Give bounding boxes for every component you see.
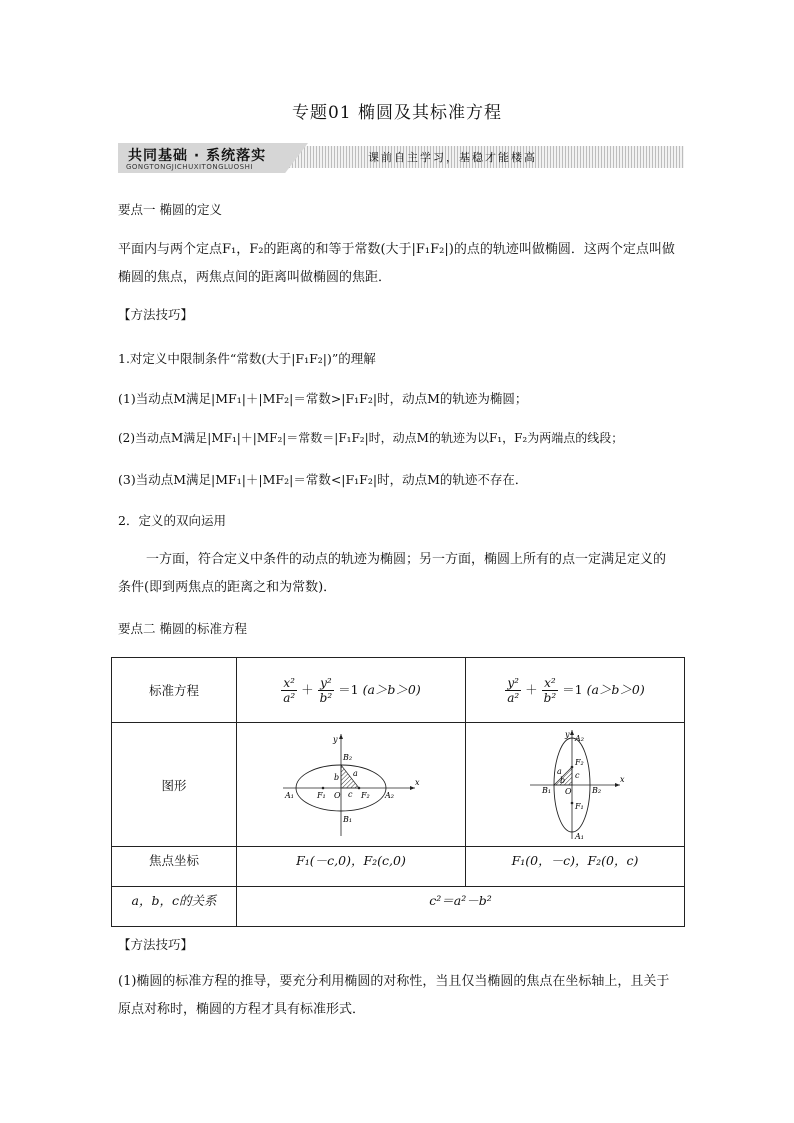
foci-horizontal: F₁(－c,0)，F₂(c,0) [237, 847, 466, 887]
fig1-origin: O [334, 790, 341, 800]
fig1-a: a [353, 768, 358, 778]
fig2-B2: B₂ [592, 785, 602, 795]
method2-paragraph: (1)椭圆的标准方程的推导，要充分利用椭圆的对称性，当且仅当椭圆的焦点在坐标轴上，且关于原点对称时，椭圆的方程才具有标准形式． [118, 974, 670, 1017]
ellipse-horizontal-figure [281, 730, 421, 840]
table-row [112, 887, 685, 927]
fig1-c: c [348, 789, 353, 799]
fig1-b: b [334, 772, 340, 782]
section2-heading: 要点二 椭圆的标准方程 [118, 621, 247, 636]
section-banner [118, 143, 684, 173]
fig1-y-label: y [333, 734, 338, 744]
fig1-A1: A₁ [285, 790, 294, 800]
fig2-F1: F₁ [575, 801, 584, 811]
method1-item2: 2．定义的双向运用 [118, 513, 226, 528]
figure-vertical-cell [466, 723, 685, 847]
banner-sub-text: GONGTONGJICHUXITONGLUOSHI [126, 163, 253, 171]
fig2-A1: A₁ [575, 831, 584, 841]
row-label: 标准方程 [112, 658, 237, 723]
fig1-F2: F₂ [361, 790, 370, 800]
page-title: 专题01 椭圆及其标准方程 [291, 103, 503, 123]
equation-horizontal: $\frac{\text{x²}}{\text{a²}}$ ＋ $\frac{\text{y²}}{\text{b²}}$ ＝1 (a＞b＞0) [237, 658, 466, 723]
fig2-x-label: x [620, 774, 625, 784]
banner-main-text: 共同基础 · 系统落实 [128, 148, 267, 164]
fig2-A2: A₂ [575, 733, 584, 743]
table-row [112, 723, 685, 847]
method1-line1: (1)当动点M满足|MF₁|＋|MF₂|＝常数>|F₁F₂|时，动点M的轨迹为椭圆； [118, 391, 528, 406]
ellipse-vertical-figure [520, 727, 630, 843]
standard-equation-table [111, 657, 685, 927]
row-label: 图形 [112, 723, 237, 847]
section1-heading: 要点一 椭圆的定义 [118, 202, 222, 217]
fig2-origin: O [565, 786, 572, 796]
fig2-b: b [560, 775, 566, 785]
method1-paragraph2: 一方面，符合定义中条件的动点的轨迹为椭圆；另一方面，椭圆上所有的点一定满足定义的条件(即到两焦点的距离之和为常数)． [118, 552, 667, 595]
figure-horizontal-cell [237, 723, 466, 847]
method1-heading: 【方法技巧】 [118, 307, 194, 322]
fig2-c: c [575, 770, 580, 780]
method1-item1: 1.对定义中限制条件“常数(大于|F₁F₂|)”的理解 [118, 351, 376, 366]
table-row [112, 847, 685, 887]
fig1-A2: A₂ [385, 790, 394, 800]
fig1-B1: B₁ [343, 814, 353, 824]
table-row [112, 658, 685, 723]
equation-vertical: $\frac{\text{y²}}{\text{a²}}$ ＋ $\frac{\text{x²}}{\text{b²}}$ ＝1 (a＞b＞0) [466, 658, 685, 723]
fig1-B2: B₂ [343, 752, 353, 762]
fig2-a: a [557, 766, 562, 776]
fig2-y-label: y [565, 729, 570, 739]
fig1-F1: F₁ [317, 790, 326, 800]
method1-line3: (3)当动点M满足|MF₁|＋|MF₂|＝常数<|F₁F₂|时，动点M的轨迹不存在． [118, 472, 528, 487]
fig1-x-label: x [415, 777, 420, 787]
row-label: a，b，c的关系 [112, 887, 237, 927]
banner-right-text: 课前自主学习，基稳才能楼高 [368, 151, 537, 164]
foci-vertical: F₁(0，－c)，F₂(0，c) [466, 847, 685, 887]
method2-heading: 【方法技巧】 [118, 937, 194, 952]
method1-line2: (2)当动点M满足|MF₁|＋|MF₂|＝常数＝|F₁F₂|时，动点M的轨迹为以F₁，F₂为两端点的线段； [118, 431, 624, 445]
abc-relation: c²＝a²－b² [237, 887, 685, 927]
section1-paragraph: 平面内与两个定点F₁，F₂的距离的和等于常数(大于|F₁F₂|)的点的轨迹叫做椭圆．这两个定点叫做椭圆的焦点，两焦点间的距离叫做椭圆的焦距． [118, 242, 675, 285]
row-label: 焦点坐标 [112, 847, 237, 887]
fig2-F2: F₂ [575, 757, 584, 767]
fig2-B1: B₁ [542, 785, 552, 795]
